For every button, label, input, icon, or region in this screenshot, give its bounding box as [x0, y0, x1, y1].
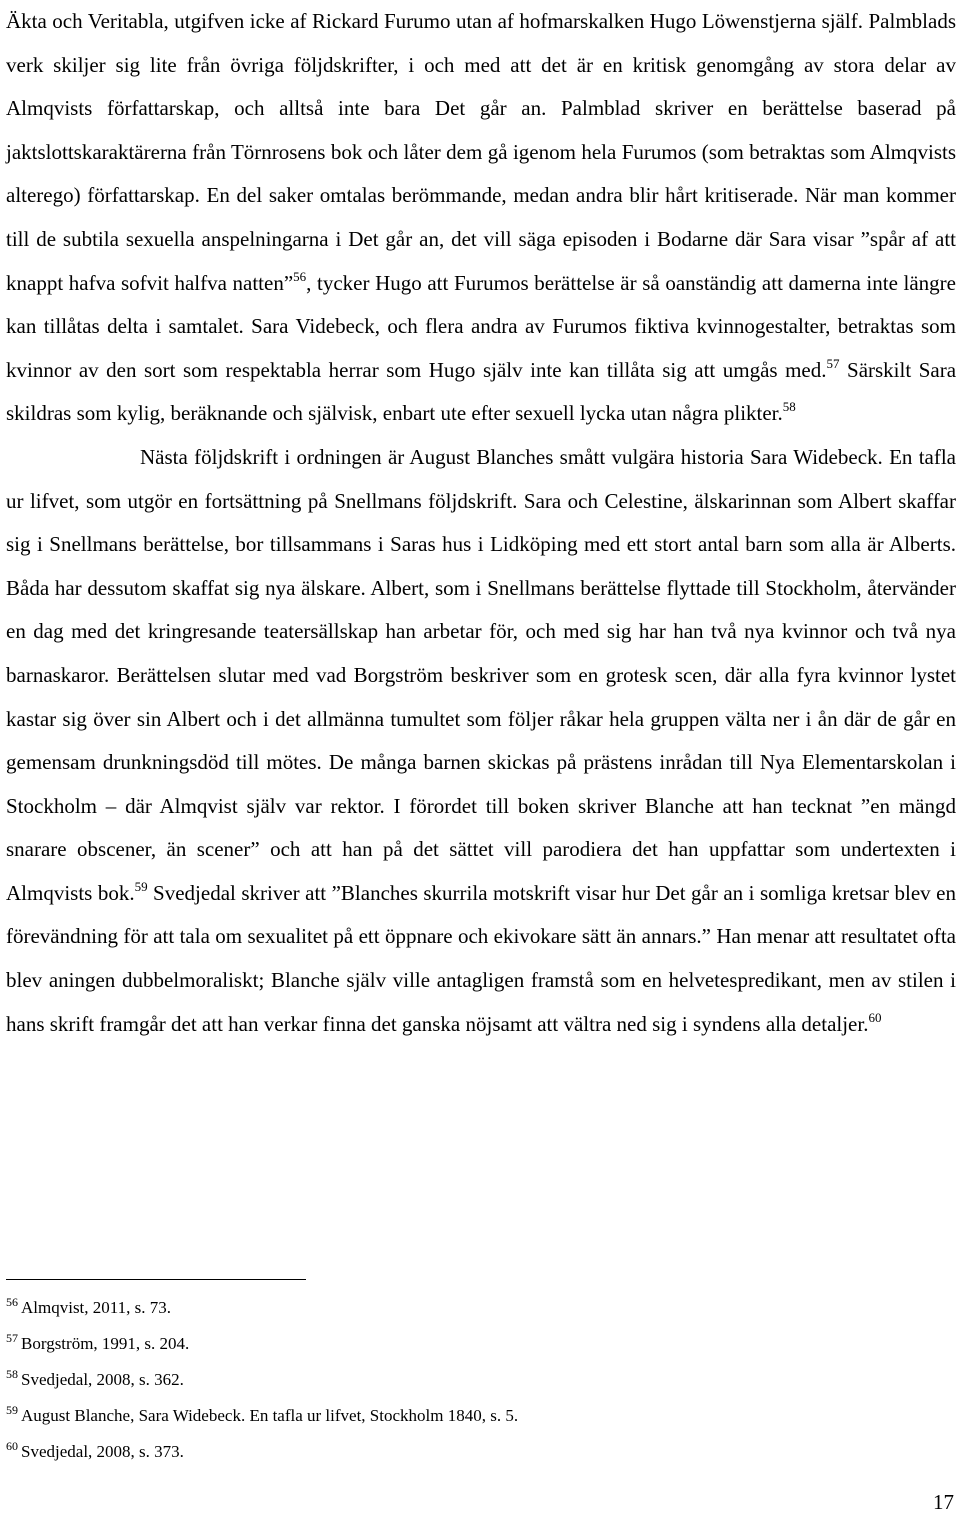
footnote-ref: 59 [134, 878, 148, 894]
footnote-57 [6, 1326, 946, 1362]
footnote-text: Svedjedal, 2008, s. 362. [21, 1370, 184, 1389]
footnote-ref: 56 [293, 268, 307, 284]
footnote-60 [6, 1434, 946, 1470]
footnote-number: 60 [6, 1439, 18, 1453]
footnote-number: 58 [6, 1367, 18, 1381]
footnote-56 [6, 1290, 946, 1326]
paragraph-1 [6, 0, 956, 436]
footnote-text: Almqvist, 2011, s. 73. [21, 1298, 172, 1317]
paragraph-text: Särskilt Sara skildras som kylig, beräknande och självisk, enbart ute efter sexuell lycka utan några plikter. [6, 357, 957, 426]
footnote-divider [6, 1279, 306, 1280]
footnote-ref: 60 [868, 1009, 882, 1025]
footnote-text: Svedjedal, 2008, s. 373. [21, 1442, 184, 1461]
footnote-number: 56 [6, 1295, 18, 1309]
footnote-text: August Blanche, Sara Widebeck. En tafla ur lifvet, Stockholm 1840, s. 5. [21, 1406, 519, 1425]
paragraph-text: Äkta och Veritabla, utgifven icke af Rickard Furumo utan af hofmarskalken Hugo Löwenstjerna själf. Palmblads verk skiljer sig lite från övriga följdskrifter, i och med att det är en kritisk genomgång av stora delar av Almqvists författarskap, och alltså inte bara Det går an. Palmblad skriver en berättelse baserad på jaktslottskaraktärerna från Törnrosens bok och låter dem gå igenom hela Furumos (som betraktas som Almqvists alterego) författarskap. En del saker omtalas berömmande, medan andra blir hårt kritiserade. När man kommer till de subtila sexuella anspelningarna i Det går an, det vill säga episoden i Bodarne där Sara visar ”spår af att knappt hafva sofvit halfva natten” [6, 9, 956, 295]
paragraph-text: , tycker Hugo att Furumos berättelse är så oanständig att damerna inte längre kan tillåtas delta i samtalet. Sara Videbeck, och flera andra av Furumos fiktiva kvinnogestalter, betraktas som kvinnor av den sort som respektabla herrar som Hugo själv inte kan tillåta sig att umgås med. [6, 270, 956, 382]
footnote-ref: 57 [826, 355, 840, 371]
paragraph-text: Nästa följdskrift i ordningen är August Blanches smått vulgära historia Sara Widebeck. En tafla ur lifvet, som utgör en fortsättning på Snellmans följdskrift. Sara och Celestine, älskarinnan som Albert skaffar sig i Snellmans berättelse, bor tillsammans i Saras hus i Lidköping med ett stort antal barn som alla är Alberts. Båda har dessutom skaffat sig nya älskare. Albert, som i Snellmans berättelse flyttade till Stockholm, återvänder en dag med det kringresande teatersällskap han arbetar för, och med sig har han två nya kvinnor och två nya barnaskaror. Berättelsen slutar med vad Borgström beskriver som en grotesk scen, där alla fyra kvinnor lystet kastar sig över sin Albert och i det allmänna tumultet som följer råkar hela gruppen välta ner i ån där de går en gemensam drunkningsdöd till mötes. De många barnen skickas på prästens inrådan till Nya Elementarskolan i Stockholm – där Almqvist själv var rektor. I förordet till boken skriver Blanche att han tecknat ”en mängd snarare obscener, än scener” och att han på det sättet vill parodiera det han uppfattar som undertexten i Almqvists bok. [6, 444, 956, 905]
footnote-58 [6, 1362, 946, 1398]
footnote-number: 57 [6, 1331, 18, 1345]
footnotes [6, 1290, 946, 1470]
footnote-ref: 58 [782, 399, 796, 415]
footnote-59 [6, 1398, 946, 1434]
body-text [6, 0, 956, 1046]
paragraph-text: Svedjedal skriver att ”Blanches skurrila motskrift visar hur Det går an i somliga kretsar blev en förevändning för att tala om sexualitet på ett öppnare och ekivokare sätt än annars.” Han menar att resultatet ofta blev aningen dubbelmoraliskt; Blanche själv ville antagligen framstå som en helvetespredikant, men av stilen i hans skrift framgår det att han verkar finna det ganska nöjsamt att vältra ned sig i syndens alla detaljer. [6, 880, 956, 1036]
paragraph-2 [6, 436, 956, 1046]
page-number: 17 [933, 1490, 954, 1514]
footnote-number: 59 [6, 1403, 18, 1417]
footnote-text: Borgström, 1991, s. 204. [21, 1334, 190, 1353]
